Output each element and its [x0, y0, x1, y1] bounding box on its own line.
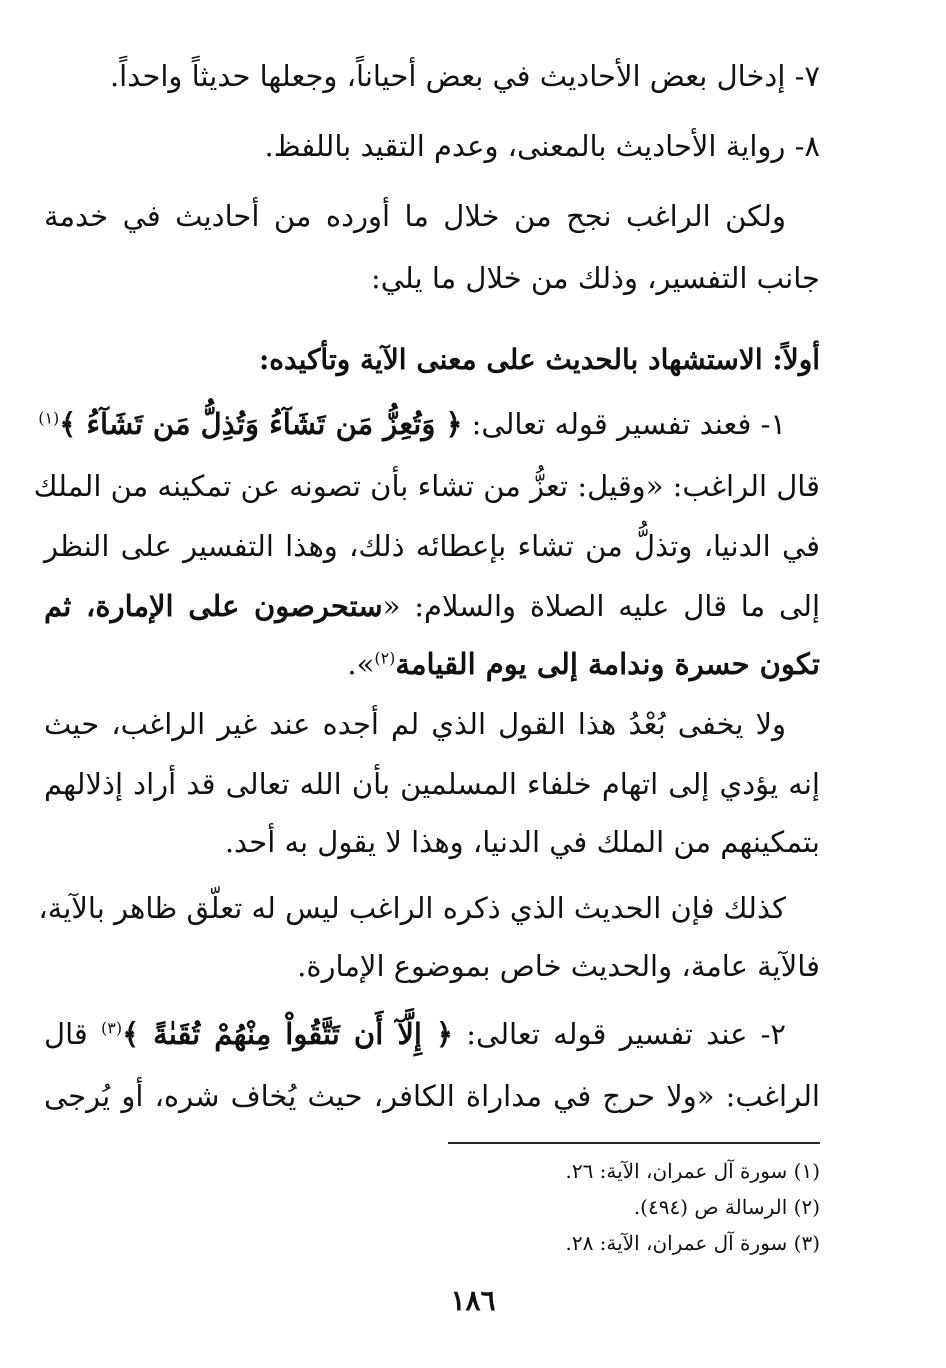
footnote-ref: (١) — [38, 408, 60, 428]
footnote-1: (١) سورة آل عمران، الآية: ٢٦. — [565, 1159, 820, 1183]
quran-verse: ﴿ وَتُعِزُّ مَن تَشَآءُ وَتُذِلُّ مَن تَشَآءُ ﴾ — [59, 407, 463, 441]
hadith-text: تكون حسرة وندامة إلى يوم القيامة — [395, 647, 820, 681]
section-heading: أولاً: الاستشهاد بالحديث على معنى الآية وتأكيده: — [258, 343, 820, 376]
paragraph-line: جانب التفسير، وذلك من خلال ما يلي: — [370, 261, 820, 295]
paragraph-line — [44, 586, 820, 626]
paragraph-line — [38, 404, 786, 444]
paragraph-line — [44, 1014, 786, 1054]
paragraph-text: ». — [347, 647, 375, 681]
paragraph-text: ١- فعند تفسير قوله تعالى: — [462, 407, 786, 441]
paragraph-text: قال — [44, 1017, 101, 1051]
footnote-2: (٢) الرسالة ص (٤٩٤). — [633, 1195, 820, 1219]
quran-verse: ﴿ إِلَّآ أَن تَتَّقُواْ مِنْهُمْ تُقَىٰةً ﴾ — [122, 1017, 454, 1051]
list-item-7: ٧- إدخال بعض الأحاديث في بعض أحياناً، وجعلها حديثاً واحداً. — [109, 59, 820, 93]
page-number: ١٨٦ — [450, 1284, 496, 1317]
paragraph-line: إنه يؤدي إلى اتهام خلفاء المسلمين بأن الله تعالى قد أراد إذلالهم — [44, 767, 820, 801]
paragraph-line: ولا يخفى بُعْدُ هذا القول الذي لم أجده عند غير الراغب، حيث — [44, 707, 786, 741]
paragraph-line: ولكن الراغب نجح من خلال ما أورده من أحاديث في خدمة — [44, 199, 786, 233]
footnote-ref: (٢) — [374, 648, 396, 668]
paragraph-text: ٢- عند تفسير قوله تعالى: — [453, 1017, 786, 1051]
paragraph-line — [44, 644, 820, 684]
paragraph-line: فالآية عامة، والحديث خاص بموضوع الإمارة. — [297, 949, 820, 983]
paragraph-text: إلى ما قال عليه الصلاة والسلام: « — [382, 589, 821, 623]
footnote-divider — [448, 1142, 820, 1144]
paragraph-line: بتمكينهم من الملك في الدنيا، وهذا لا يقول به أحد. — [224, 825, 820, 859]
list-item-8: ٨- رواية الأحاديث بالمعنى، وعدم التقيد باللفظ. — [264, 129, 820, 163]
paragraph-line: كذلك فإن الحديث الذي ذكره الراغب ليس له تعلّق ظاهر بالآية، — [38, 891, 786, 925]
footnote-ref: (٣) — [100, 1018, 123, 1038]
footnote-3: (٣) سورة آل عمران، الآية: ٢٨. — [565, 1231, 820, 1255]
hadith-text: ستحرصون على الإمارة، ثم — [44, 589, 383, 623]
paragraph-line: في الدنيا، وتذلُّ من تشاء بإعطائه ذلك، وهذا التفسير على النظر — [44, 529, 820, 563]
paragraph-line: قال الراغب: «وقيل: تعزُّ من تشاء بأن تصونه عن تمكينه من الملك — [33, 469, 820, 503]
paragraph-line: الراغب: «ولا حرج في مداراة الكافر، حيث يُخاف شره، أو يُرجى — [44, 1079, 820, 1113]
